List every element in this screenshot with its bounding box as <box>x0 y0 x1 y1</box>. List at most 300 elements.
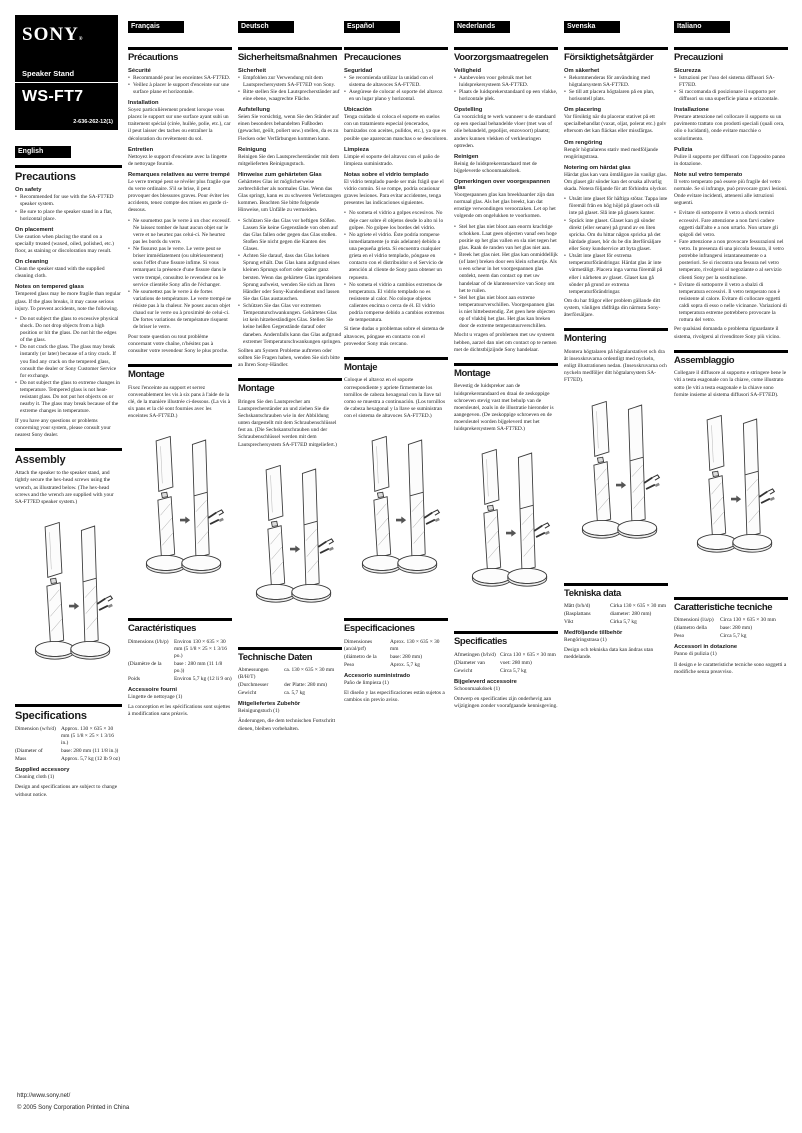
bullet-icon: • <box>15 344 17 351</box>
assembled-stand-icon <box>518 453 535 571</box>
bullet-item <box>564 218 668 254</box>
body-paragraph: Si tiene dudas o problemas sobre el sistema de altavoces, póngase en contacto con el proveedor Sony más cercano. <box>344 326 445 347</box>
stand-pole-icon <box>158 497 175 558</box>
bullet-text: Recommandé pour les enceintes SA-FT7ED. <box>133 74 231 81</box>
assembly-figure <box>685 409 777 588</box>
stand-pole-icon <box>268 525 285 586</box>
wrench-icon <box>97 596 113 610</box>
column-deutsch <box>238 15 342 736</box>
subsection-title: Limpieza <box>344 146 369 153</box>
bullet-icon: • <box>674 88 676 95</box>
section-title: Especificaciones <box>344 623 415 635</box>
bullet-item <box>454 224 558 253</box>
bullet-item <box>564 89 668 103</box>
bullet-text: Achten Sie darauf, dass das Glas keinen Sprung erhält. Das Glas kann aufgrund eines kleinen Sprungs sofort oder später ganz bersten. Wenn das gehärtete Glas irgendeinen Sprung aufweist, wenden Sie sich an Ihren Händler oder Sony-Kundendienst und lassen Sie das Glas austauschen. <box>243 253 342 302</box>
section-rule <box>344 357 448 360</box>
speaker-panel-icon <box>482 450 499 505</box>
body-paragraph: Fixez l'enceinte au support et serrez convenablement les vis à six pans à l'aide de la clé, de la manière illustrée ci-dessous. (La vis à six pans et la clé sont fournies avec les enceintes SA-FT7ED.) <box>128 384 231 419</box>
subsection-title: Reinigung <box>238 146 267 153</box>
bullet-text: Evitare di sottoporre il vetro a sbalzi di temperatura eccessivi. Il vetro temperato non è resistente al calore. Evitare di collocare oggetti caldi sopra di esso o nelle vicinanze. Variazioni di temperatura estreme potrebbero provocare la rottura del vetro. <box>679 281 787 324</box>
bullet-text: Breek het glas niet. Het glas kan onmiddellijk (of later) breken door een klein scheurtje. Als u een scheur in het voorgespannen glas ontdekt, neem dan contact op met uw handelaar of de klantenservice van Sony om het te ruilen. <box>459 252 558 294</box>
body-paragraph: Änderungen, die dem technischen Fortschritt dienen, bleiben vorbehalten. <box>238 718 336 732</box>
connector-icon <box>271 521 277 526</box>
section-title: Montaje <box>344 361 378 373</box>
subsection-title: Om rengöring <box>564 139 603 146</box>
assembly-illustration <box>460 443 552 617</box>
section-rule <box>454 363 558 366</box>
assembled-stand-icon <box>628 405 645 523</box>
body-paragraph: If you have any questions or problems concerning your system, please consult your nearest Sony dealer. <box>15 417 111 438</box>
bullet-icon: • <box>564 217 566 224</box>
spec-term: Afmetingen (b/h/d) <box>454 651 496 658</box>
spec-value: Cirka 5,7 kg <box>610 619 637 626</box>
assembled-stand-icon <box>743 419 760 537</box>
bullet-icon: • <box>128 288 130 295</box>
spec-row <box>15 756 122 763</box>
bullet-item <box>15 209 122 223</box>
arrow-icon <box>731 495 741 502</box>
body-paragraph: Voorgespannen glas kan breekbaarder zijn dan normaal glas. Als het glas breekt, kan dat ernstige verwondingen veroorzaken. Let op het volgende om ongelukken te voorkomen. <box>454 192 556 220</box>
section-title: Montage <box>454 367 491 379</box>
spec-term: (Diameter van <box>454 659 485 666</box>
bullet-text: Stel het glas niet bloot aan enorm krachtige schokken. Laat geen objecten vanaf een hoge positie op het glas vallen en sla niet tegen het glas. Raak de randen van het glas niet aan. <box>459 223 557 251</box>
bullet-item <box>128 82 232 96</box>
bullet-text: Plaats de luidsprekerstandaard op een vlakke, horizontale plek. <box>459 88 558 102</box>
subsection-title: Accessoire fourni <box>128 686 177 693</box>
body-paragraph: El vidrio templado puede ser más frágil que el vidrio común. Si se rompe, podría ocasionar graves lesiones. Para evitar accidentes, tenga presentes las indicaciones siguientes. <box>344 178 444 207</box>
body-paragraph: Il vetro temperato può essere più fragile del vetro normale. Se si infrange, può provocare gravi lesioni. Onde evitare incidenti, attenersi alle istruzioni seguenti. <box>674 178 788 207</box>
speaker-panel-icon <box>266 465 283 520</box>
body-paragraph: Attach the speaker to the speaker stand, and tightly secure the hex-head screws using the wrench, as illustrated below. (The hex-head screws and the wrench are supplied with your SA-FT7ED speaker system.) <box>15 470 114 505</box>
section-rule <box>344 47 448 50</box>
spec-row <box>344 654 448 661</box>
section-rule <box>674 350 788 353</box>
bullet-item <box>674 210 788 239</box>
spec-term: Poids <box>128 675 140 682</box>
assembled-stand-icon <box>408 440 425 558</box>
body-paragraph: Il design e le caratteristiche tecniche sono soggetti a modifiche senza preavviso. <box>674 661 787 675</box>
connector-icon <box>50 578 56 583</box>
column-content-english <box>15 165 122 799</box>
body-paragraph: Design and specifications are subject to change without notice. <box>15 784 118 798</box>
bullet-list <box>454 224 558 331</box>
speaker-panel-icon <box>372 437 389 492</box>
bullet-text: Be sure to place the speaker stand in a flat, horizontal place. <box>20 208 113 222</box>
body-paragraph: Gehärtetes Glas ist möglicherweise zerbrechlicher als normales Glas. Wenn das Glas springt, kann es zu schweren Verletzungen kommen. Beachten Sie bitte folgende Hinweise, um Unfälle zu vermeiden. <box>238 178 342 214</box>
spec-value: Circa 130 × 635 × 30 mm <box>720 617 776 624</box>
subsection-title: Notas sobre el vidrio templado <box>344 171 429 178</box>
section-rule <box>454 47 558 50</box>
speaker-panel-icon <box>156 437 173 492</box>
subsection-title: Veiligheid <box>454 67 482 74</box>
section-rule <box>238 647 342 650</box>
assembly-figure <box>570 395 662 574</box>
bullet-text: Bitte stellen Sie den Lautsprecherständer auf eine ebene, waagrechte Fläche. <box>243 88 340 102</box>
bullet-item <box>15 316 122 345</box>
spec-value: base: 280 mm) <box>720 625 753 632</box>
bullet-text: Rekommenderas för användning med högtalarsystem SA-FT7ED. <box>569 74 650 88</box>
connector-icon <box>597 457 603 462</box>
section-rule <box>15 704 122 707</box>
bullet-item <box>674 75 788 89</box>
wrench-icon <box>424 510 440 524</box>
registered-mark-icon: ® <box>78 37 84 42</box>
sony-logo-text: SONY <box>22 24 79 45</box>
body-paragraph: Montera högtalaren på högtalarstativet och dra åt insexskruvarna ordentligt med nyckeln, enligt illustrationen nedan. (Insexskruvarna och nyckeln medföljer ditt högtalarsystem SA-FT7ED). <box>564 348 667 384</box>
column-espanol <box>344 15 448 707</box>
spec-value: Circa 5,7 kg <box>720 633 747 640</box>
body-paragraph: Tenga cuidado si coloca el soporte en suelos con un tratamiento especial (encerados, barnizados con aceites, pulidos, etc.), ya que es posible que aparezcan manchas o se descoloren. <box>344 114 448 142</box>
body-paragraph: Mocht u vragen of problemen met uw systeem hebben, aarzel dan niet om contact op te nemen met de dichtstbijzijnde Sony handelaar. <box>454 332 557 353</box>
bullet-text: Schützen Sie das Glas vor heftigen Stößen. Lassen Sie keine Gegenstände von oben auf das Glas fallen oder gegen das Glas stoßen. Stoßen Sie nicht gegen die Kanten des Glases. <box>243 217 338 252</box>
spec-value: ca. 5,7 kg <box>284 690 305 697</box>
language-label-svenska: Svenska <box>564 21 620 33</box>
spec-term: Mass <box>15 756 27 763</box>
bullet-icon: • <box>128 217 130 224</box>
bullet-icon: • <box>128 74 130 81</box>
assembly-illustration <box>350 430 442 604</box>
subsection-title: Accesorio suministrado <box>344 672 411 679</box>
bullet-item <box>674 89 788 103</box>
section-title: Specificaties <box>454 636 507 648</box>
bullet-icon: • <box>238 303 240 309</box>
spec-term: Gewicht <box>454 667 473 674</box>
bullet-text: Recommended for use with the SA-FT7ED speaker system. <box>20 194 114 208</box>
stand-pole-icon <box>484 510 501 571</box>
bullet-item <box>454 295 558 331</box>
bullet-text: Utsätt inte glaset för extrema temperaturförändringar. Härdat glas är inte värmetåligt. Placera inga varma föremål på eller i närheten av glaset. Glaset kan gå sönder på grund av extrema temperaturförändringar. <box>569 253 663 295</box>
spec-value: Environ 130 × 635 × 30 mm (5 1/8 × 25 × 1 3/16 po.) <box>174 638 227 659</box>
bullet-item <box>238 218 342 254</box>
subsection-title: Notering om härdat glas <box>564 164 631 171</box>
bullet-list <box>344 75 448 104</box>
bullet-icon: • <box>15 194 17 201</box>
spec-term: Abmessungen (B/H/T) <box>238 667 269 681</box>
bullet-item <box>128 75 232 82</box>
arrow-icon <box>396 517 406 524</box>
subsection-title: On safety <box>15 187 42 194</box>
spec-row <box>454 668 558 675</box>
column-content-svenska <box>564 47 668 662</box>
bullet-text: Spräck inte glaset. Glaset kan gå sönder direkt (eller senare) på grund av en liten spricka. Om du hittar någon spricka på det härdade glaset, bör du be din återförsäljare eller Sony kundservice att byta glaset. <box>569 217 662 252</box>
spec-table <box>238 667 342 697</box>
spec-term: Dimension (w/h/d) <box>15 726 56 733</box>
spec-row <box>344 639 448 653</box>
spec-value: der Platte: 280 mm) <box>284 682 327 689</box>
spec-row <box>674 633 788 640</box>
bullet-icon: • <box>344 74 346 81</box>
spec-row <box>15 748 122 755</box>
section-rule <box>674 47 788 50</box>
bullet-list <box>238 218 342 346</box>
speaker-panel-icon <box>707 415 724 470</box>
spec-table <box>454 652 558 675</box>
bullet-text: Do not subject the glass to excessive physical shock. Do not drop objects from a high position or hit the glass. Do not hit the edges of the glass. <box>20 315 119 344</box>
bullet-icon: • <box>674 74 676 81</box>
language-label-english: English <box>15 146 71 158</box>
body-paragraph: Nettoyez le support d'enceinte avec la lingette de nettoyage fournie. <box>128 153 228 167</box>
bullet-text: Stel het glas niet bloot aan extreme temperatuurverschillen. Voorgespannen glas is niet hittebestendig. Zet geen hete objecten op of vlakbij het glas. Het glas kan breken door de extreme temperatuurverschillen. <box>459 294 555 330</box>
bullet-item <box>564 75 668 89</box>
connector-icon <box>377 492 383 497</box>
section-rule <box>128 618 232 621</box>
spec-value: base : 280 mm (11 1/8 po.)) <box>174 660 223 674</box>
spec-row <box>238 667 342 681</box>
spec-row <box>128 639 232 660</box>
bullet-item <box>128 289 232 332</box>
body-paragraph: Le verre trempé peut se révéler plus fragile que du verre ordinaire. S'il se brise, il peut provoquer des blessures graves. Pour éviter les accidents, tenez compte des mises en garde ci-dessous. <box>128 178 231 214</box>
body-paragraph: Limpie el soporte del altavoz con el paño de limpieza suministrado. <box>344 153 440 167</box>
body-paragraph: Rengöringstrasa (1) <box>564 637 607 644</box>
body-paragraph: Var försiktig när du placerar stativet på ett specialbehandlat (vaxat, oljat, polerat etc.) golv eftersom det kan fläckas eller missfärgas. <box>564 114 667 135</box>
spec-row <box>674 617 788 624</box>
body-paragraph: Paño de limpieza (1) <box>344 679 389 686</box>
column-english <box>15 15 122 802</box>
spec-row <box>454 660 558 667</box>
spec-term: Dimensiones (an/al/prf) <box>344 638 373 652</box>
bullet-list <box>238 75 342 104</box>
section-title: Precauzioni <box>674 52 723 63</box>
section-title: Precautions <box>15 171 76 183</box>
bullet-list <box>15 194 122 223</box>
bullet-icon: • <box>454 88 456 95</box>
section-title: Montage <box>128 368 165 380</box>
body-paragraph: Lingette de nettoyage (1) <box>128 693 183 700</box>
bullet-icon: • <box>674 281 676 288</box>
bullet-item <box>344 89 448 103</box>
body-paragraph: Design och tekniska data kan ändras utan meddelande. <box>564 647 654 661</box>
bullet-text: Ne fissurez pas le verre. Le verre peut se briser immédiatement (ou ultérieurement) sous l'effet d'une fissure infime. Si vous remarquez la présence d'une fissure dans le verre trempé, consultez le revendeur ou le service clientèle Sony afin de l'échanger. <box>133 246 227 288</box>
body-paragraph: Panno di pulizia (1) <box>674 651 717 658</box>
subsection-title: Sicherheit <box>238 67 267 74</box>
spec-row <box>674 625 788 632</box>
wrench-icon <box>644 474 660 488</box>
arrow-icon <box>180 517 190 524</box>
column-content-francais <box>128 47 232 718</box>
connector-icon <box>161 492 167 497</box>
assembly-figure <box>134 430 226 609</box>
subsection-title: Entretien <box>128 146 154 153</box>
bullet-icon: • <box>238 253 240 260</box>
arrow-icon <box>506 530 516 537</box>
language-label-espanol: Español <box>344 21 400 33</box>
spec-table <box>564 603 668 626</box>
spec-row <box>564 611 668 618</box>
section-rule <box>564 328 668 331</box>
spec-term: (diametro della <box>674 625 707 632</box>
section-title: Tekniska data <box>564 587 621 599</box>
connector-icon <box>487 505 493 510</box>
wrench-icon <box>208 510 224 524</box>
bullet-item <box>344 232 448 282</box>
body-paragraph: Reinigen Sie den Lautsprecherständer mit dem mitgelieferten Reinigungstuch. <box>238 153 340 167</box>
assembly-figure <box>244 459 336 638</box>
bullet-icon: • <box>564 196 566 203</box>
subsection-title: Hinweise zum gehärteten Glas <box>238 171 322 178</box>
section-rule <box>128 47 232 50</box>
section-rule <box>674 597 788 600</box>
spec-row <box>344 662 448 669</box>
language-label-italiano: Italiano <box>674 21 730 33</box>
bullet-list <box>128 218 232 332</box>
stand-pole-icon <box>46 583 63 644</box>
bullet-icon: • <box>344 88 346 95</box>
bullet-text: No someta el vidrio a golpes excesivos. No deje caer sobre él objetos desde lo alto ni lo golpee. No golpee los bordes del vidrio. <box>349 210 444 231</box>
bullet-item <box>344 210 448 231</box>
bullet-item <box>238 303 342 346</box>
body-paragraph: Seien Sie vorsichtig, wenn Sie den Ständer auf einen besonders behandelten Fußboden (gewachst, geölt, poliert usw.) stellen, da es zu Flecken oder Verfärbungen kommen kann. <box>238 114 339 142</box>
footer-copyright: © 2005 Sony Corporation Printed in China <box>17 1105 130 1111</box>
stand-pole-icon <box>374 497 391 558</box>
bullet-text: Aanbevolen voor gebruik met het luidsprekersysteem SA-FT7ED. <box>459 74 532 88</box>
spec-value: ca. 130 × 635 × 30 mm <box>284 667 335 674</box>
section-title: Montage <box>238 383 275 395</box>
language-label-deutsch: Deutsch <box>238 21 294 33</box>
bullet-text: Empfohlen zur Verwendung mit dem Lautsprechersystem SA-FT7ED von Sony. <box>243 74 336 88</box>
body-paragraph: Cleaning cloth (1) <box>15 774 55 781</box>
spec-table <box>674 617 788 640</box>
bullet-text: Fare attenzione a non provocare fessurazioni nel vetro. In presenza di una piccola fessura, il vetro potrebbe infrangersi istantaneamente o a posteriori. Se si riscontra una fessura nel vetro temperato, rivolgersi al negoziante o al servizio clienti Sony per la sostituzione. <box>679 238 784 281</box>
subsection-title: Seguridad <box>344 67 373 74</box>
spec-row <box>454 652 558 659</box>
column-svenska <box>564 15 668 665</box>
assembled-stand-icon <box>302 469 319 587</box>
spec-term: (Diameter of <box>15 748 43 755</box>
body-paragraph: Pour toute question ou tout problème concernant votre chaîne, n'hésitez pas à consulter votre revendeur Sony le plus proche. <box>128 333 229 354</box>
body-paragraph: Schoonmaakdoek (1) <box>454 685 500 692</box>
section-rule <box>128 364 232 367</box>
language-label-nederlands: Nederlands <box>454 21 510 33</box>
language-label-francais: Français <box>128 21 184 33</box>
bullet-list <box>344 210 448 324</box>
bullet-icon: • <box>454 74 456 81</box>
bullet-text: Ne soumettez pas le verre à un choc excessif. Ne laissez tomber de haut aucun objet sur le verre et ne heurtez pas celui-ci. Ne heurtez pas les bords du verre. <box>133 217 231 245</box>
subsection-title: Om säkerhet <box>564 67 600 74</box>
section-rule <box>15 448 122 451</box>
spec-value: Environ 5,7 kg (12 li 9 on) <box>174 675 232 682</box>
body-paragraph: Use caution when placing the stand on a specially treated (waxed, oiled, polished, etc.) floor, as staining or discoloration may result. <box>15 233 114 255</box>
bullet-list <box>15 316 122 416</box>
subsection-title: Sécurité <box>128 67 151 74</box>
body-paragraph: Reinig de luidsprekerstandaard met de bijgeleverde schoonmaakdoek. <box>454 160 537 174</box>
bullet-text: Do not crack the glass. The glass may break instantly (or later) because of a tiny crack. If you find any crack on the tempered glass, consult the dealer or Sony Customer Service for exchange. <box>20 344 117 379</box>
connector-icon <box>712 471 718 476</box>
section-rule <box>564 47 668 50</box>
bullet-icon: • <box>15 379 17 386</box>
spec-row <box>128 661 232 675</box>
body-paragraph: Härdat glas kan vara ömtåligare än vanligt glas. Om glaset går sönder kan det orsaka allvarlig skada. Notera följande för att förhindra olyckor. <box>564 171 668 192</box>
subsection-title: Remarques relatives au verre trempé <box>128 171 230 178</box>
assembly-illustration <box>244 459 336 633</box>
bullet-icon: • <box>344 210 346 217</box>
subsection-title: Aufstellung <box>238 107 270 114</box>
assembled-stand-icon <box>81 526 98 644</box>
section-title: Technische Daten <box>238 651 313 663</box>
bullet-text: Ne soumettez pas le verre à de fortes variations de température. Le verre trempé ne résiste pas à la chaleur. Ne posez aucun objet chaud sur le verre ou à proximité de celui-ci. De fortes variations de température risquent de briser le verre. <box>133 288 232 331</box>
bullet-item <box>674 239 788 282</box>
bullet-text: Schützen Sie das Glas vor extremen Temperaturschwankungen. Gehärtetes Glas ist kein hitzebeständiges Glas. Stellen Sie keine heißen Gegenstände darauf oder daneben. Andernfalls kann das Glas aufgrund extremer Temperaturschwankungen springen. <box>243 303 342 345</box>
section-title: Precauciones <box>344 52 401 63</box>
section-title: Montering <box>564 333 607 345</box>
bullet-text: No agriete el vidrio. Éste podría romperse inmediatamente (o más adelante) debido a una pequeña grieta. Si encuentra cualquier grieta en el vidrio templado, póngase en contacto con el distribuidor o el Servicio de atención al cliente de Sony para obtener un repuesto. <box>349 231 444 281</box>
bullet-item <box>454 89 558 103</box>
subsection-title: Notes on tempered glass <box>15 284 84 291</box>
assembly-figure <box>350 430 442 609</box>
spec-term: Peso <box>674 633 685 640</box>
bullet-item <box>454 75 558 89</box>
assembly-illustration <box>570 395 662 569</box>
bullet-icon: • <box>15 208 17 215</box>
bullet-text: Istruzioni per l'uso del sistema diffusori SA-FT7ED. <box>679 74 775 88</box>
column-italiano <box>674 15 788 679</box>
spec-term: Mått (b/h/d) <box>564 603 591 610</box>
document-part-number: 2-636-262-12(1) <box>73 119 113 125</box>
bullet-icon: • <box>15 315 17 322</box>
spec-term: Vikt <box>564 619 574 626</box>
subsection-title: Installation <box>128 100 159 106</box>
bullet-list <box>128 75 232 96</box>
subsection-title: Mitgeliefertes Zubehör <box>238 701 301 708</box>
spec-row <box>564 603 668 610</box>
subsection-title: Om placering <box>564 107 602 114</box>
section-title: Assembly <box>15 453 66 466</box>
bullet-item <box>674 282 788 325</box>
section-title: Caratteristiche tecniche <box>674 601 773 613</box>
section-title: Précautions <box>128 52 178 63</box>
body-paragraph: Ontwerp en specificaties zijn onderhevig aan wijzigingen zonder voorafgaande kennisgeving. <box>454 696 558 710</box>
body-paragraph: Ga voorzichtig te werk wanneer u de standaard op een speciaal behandelde vloer (met was of olie behandeld, gepolijst, enzovoort) plaatst; anders kunnen vlekken of verkleuringen optreden. <box>454 114 556 149</box>
assembly-illustration <box>23 516 115 690</box>
column-francais <box>128 15 232 721</box>
subsection-title: Ubicación <box>344 107 372 114</box>
arrow-icon <box>290 545 300 552</box>
bullet-icon: • <box>454 223 456 230</box>
body-paragraph: La conception et les spécifications sont sujettes à modification sans préavis. <box>128 703 231 718</box>
body-paragraph: Reinigungstuch (1) <box>238 708 280 715</box>
bullet-icon: • <box>564 88 566 95</box>
section-rule <box>564 583 668 586</box>
bullet-icon: • <box>344 281 346 288</box>
spec-value: Approx. 5,7 kg (12 lb 9 oz) <box>61 756 120 763</box>
bullet-icon: • <box>128 246 130 252</box>
subsection-title: Reinigen <box>454 153 479 160</box>
bullet-item <box>344 75 448 89</box>
spec-value: base: 280 mm (11 1/8 in.)) <box>61 748 119 755</box>
section-title: Caractéristiques <box>128 623 197 635</box>
body-paragraph: Tempered glass may be more fragile than regular glass. If the glass breaks, it may cause serious injury. To prevent accidents, note the following. <box>15 291 121 312</box>
spec-term: Dimensioni (l/a/p) <box>674 617 714 624</box>
body-paragraph: Rengör högtalarens stativ med medföljande rengöringstrasa. <box>564 146 659 160</box>
wrench-icon <box>318 539 334 553</box>
subsection-title: Supplied accessory <box>15 767 70 774</box>
body-paragraph: Sollten am System Probleme auftreten oder sollten Sie Fragen haben, wenden Sie sich bitte an Ihren Sony-Händler. <box>238 347 340 368</box>
spec-table <box>15 726 122 763</box>
column-content-nederlands <box>454 47 558 710</box>
section-title: Försiktighetsåtgärder <box>564 52 654 63</box>
bullet-icon: • <box>128 81 130 88</box>
section-rule <box>238 47 342 50</box>
subsection-title: Medföljande tillbehör <box>564 630 623 637</box>
body-paragraph: Clean the speaker stand with the supplied cleaning cloth. <box>15 266 105 280</box>
assembly-illustration <box>134 430 226 604</box>
bullet-list <box>564 75 668 104</box>
body-paragraph: Soyez particulièrement prudent lorsque vous placez le support sur une surface ayant subi un traitement spécial (cirée, huilée, polie, etc.), car il peut laisser des taches ou entraîner la décoloration du revêtement du sol. <box>128 107 231 142</box>
spec-value: base: 280 mm) <box>390 653 423 660</box>
spec-value: diameter: 280 mm) <box>610 611 652 618</box>
bullet-item <box>238 89 342 103</box>
spec-value: Aprox. 5,7 kg <box>390 661 420 668</box>
body-paragraph: Collegare il diffusore al supporto e stringere bene le viti a testa esagonale con la chiave, come illustrato sotto (le viti a testa esagonale e la chiave sono fornite insieme al sistema diffusori SA-FT7ED). <box>674 370 787 398</box>
